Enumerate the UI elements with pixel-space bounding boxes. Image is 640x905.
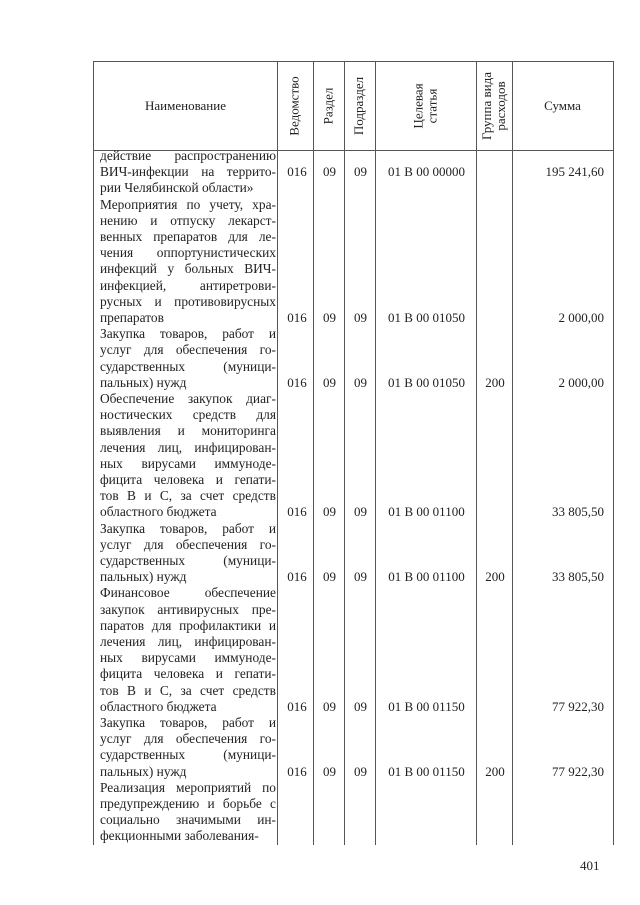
header-razdel-label: Раздел	[320, 87, 336, 125]
word: Реализация	[100, 779, 166, 795]
word: и	[215, 471, 223, 487]
word: ных	[100, 650, 123, 666]
word: лечения	[100, 633, 146, 649]
word: с	[270, 795, 276, 811]
word: действие	[100, 148, 152, 163]
header-summa	[512, 62, 613, 150]
word: фицита	[100, 666, 143, 682]
row-name-line: пальных) нужд	[100, 374, 187, 390]
word: мероприятий	[175, 779, 252, 795]
row-name-line	[100, 521, 276, 537]
row-vedomstvo: 016	[287, 310, 307, 325]
word: инфицирован-	[194, 633, 276, 649]
word: лечения	[100, 439, 146, 455]
word: го-	[259, 731, 276, 747]
word: ностических	[100, 407, 173, 423]
row-name-line	[100, 245, 276, 261]
row-podrazdel: 09	[354, 374, 367, 390]
row-name-line	[100, 553, 276, 569]
row-name-line: областного бюджета	[100, 698, 217, 714]
word: для	[143, 536, 164, 552]
word: больных	[184, 261, 234, 277]
word: распространению	[174, 148, 276, 163]
row-podrazdel: 09	[354, 164, 367, 180]
row-name-line	[100, 148, 276, 164]
header-gruppa-line1: Группа вида	[479, 72, 495, 140]
word: (муници-	[223, 358, 276, 374]
row-name-line: препаратов	[100, 309, 164, 325]
word: лиц,	[157, 633, 183, 649]
word: нению	[100, 212, 138, 228]
word: и	[215, 666, 223, 682]
word: тов	[100, 488, 119, 504]
word: средств	[192, 407, 237, 423]
row-name-line	[100, 650, 276, 666]
header-gruppa	[476, 62, 512, 150]
row-summa: 77 922,30	[552, 763, 604, 779]
row-name-line	[100, 407, 276, 423]
header-podrazdel	[344, 62, 375, 150]
row-name-line	[100, 812, 276, 828]
word: оппортунистических	[156, 245, 276, 261]
word: социально	[100, 812, 160, 828]
word: профилактики	[179, 617, 262, 633]
header-summa-label: Сумма	[544, 98, 581, 113]
word: препаратов	[153, 228, 218, 244]
word: средств	[232, 488, 276, 504]
word: Мероприятия	[100, 196, 178, 212]
word: го-	[259, 536, 276, 552]
word: за	[180, 488, 192, 504]
word: гепати-	[234, 666, 276, 682]
word: счет	[200, 488, 225, 504]
word: работ	[222, 715, 255, 730]
row-name-line	[100, 229, 276, 245]
row-celevaya: 01 В 00 00000	[388, 164, 465, 180]
row-gruppa: 200	[485, 569, 505, 585]
word: В	[127, 682, 136, 698]
word: террито-	[226, 164, 276, 180]
row-name	[100, 715, 276, 780]
word: и	[144, 682, 152, 698]
word: средств	[232, 682, 276, 698]
row-vedomstvo: 016	[287, 763, 307, 779]
row-celevaya: 01 В 00 01100	[388, 504, 465, 520]
row-celevaya: 01 В 00 01150	[388, 763, 465, 779]
word: товаров,	[159, 715, 208, 730]
word: обеспечения	[175, 731, 248, 747]
row-summa: 77 922,30	[552, 698, 604, 714]
word: и	[268, 520, 276, 536]
row-razdel: 09	[323, 698, 336, 714]
word: тов	[100, 682, 119, 698]
word: диаг-	[246, 391, 276, 406]
word: венных	[100, 228, 143, 244]
row-celevaya: 01 В 00 01050	[388, 310, 465, 325]
row-razdel: 09	[323, 763, 336, 779]
word: услуг	[100, 342, 132, 358]
word: выявления	[100, 423, 161, 439]
row-name-line: пальных) нужд	[100, 763, 187, 779]
word: В	[127, 488, 136, 504]
word: на	[201, 164, 215, 180]
row-podrazdel: 09	[354, 569, 367, 585]
row-name-line	[100, 780, 276, 796]
header-gruppa-line2: расходов	[493, 81, 509, 131]
word: закупок	[100, 601, 145, 617]
row-name-line	[100, 666, 276, 682]
word: услуг	[100, 536, 132, 552]
row-vedomstvo: 016	[287, 374, 307, 390]
row-razdel: 09	[323, 374, 336, 390]
row-name-line	[100, 164, 276, 180]
word: противовирусных	[174, 293, 276, 309]
word: инфекций	[100, 261, 157, 277]
row-name-line	[100, 585, 276, 601]
row-name	[100, 148, 276, 197]
word: и	[144, 488, 152, 504]
word: сударственных	[100, 552, 186, 568]
row-vedomstvo: 016	[287, 569, 307, 585]
word: для	[228, 228, 248, 244]
word: го-	[259, 342, 276, 358]
word: мониторинга	[201, 423, 276, 439]
row-name-line	[100, 197, 276, 213]
row-name-line	[100, 342, 276, 358]
word: обеспечения	[175, 342, 248, 358]
row-name-line	[100, 796, 276, 812]
word: вирусами	[141, 650, 196, 666]
word: антивирусных	[157, 601, 239, 617]
word: закупок	[187, 391, 233, 406]
row-name-line	[100, 440, 276, 456]
row-name-line	[100, 213, 276, 229]
word: антиретрови-	[199, 277, 276, 293]
word: значимыми	[176, 812, 241, 828]
word: (муници-	[223, 552, 276, 568]
word: за	[180, 682, 192, 698]
page-number: 401	[580, 858, 600, 873]
row-summa: 33 805,50	[552, 504, 604, 520]
word: отпуску	[170, 212, 216, 228]
word: для	[151, 617, 172, 633]
row-vedomstvo: 016	[287, 504, 307, 520]
word: паратов	[100, 617, 145, 633]
word: иммуноде-	[214, 650, 276, 666]
row-name-line	[100, 391, 276, 407]
word: для	[143, 342, 164, 358]
word: лекарст-	[228, 212, 276, 228]
row-name-line	[100, 423, 276, 439]
word: С,	[159, 682, 173, 698]
word: предупреждению	[100, 795, 200, 811]
word: и	[177, 423, 185, 439]
word: для	[143, 731, 164, 747]
word: и	[154, 293, 162, 309]
row-name-line	[100, 456, 276, 472]
word: обеспечение	[204, 585, 276, 601]
row-name	[100, 585, 276, 715]
header-celevaya	[375, 62, 476, 150]
word: хра-	[252, 196, 276, 212]
row-name-line	[100, 261, 276, 277]
row-name	[100, 391, 276, 521]
row-celevaya: 01 В 00 01100	[388, 569, 465, 585]
header-name	[94, 62, 277, 150]
word: для	[256, 407, 276, 423]
word: инфицирован-	[194, 439, 276, 455]
word: услуг	[100, 731, 132, 747]
word: чения	[100, 245, 134, 261]
word: ин-	[257, 812, 276, 828]
row-name-line: рии Челябинской области»	[100, 180, 254, 196]
row-name-line: фекционными заболевания-	[100, 828, 259, 844]
word: и	[268, 326, 276, 342]
row-razdel: 09	[323, 504, 336, 520]
row-razdel: 09	[323, 164, 336, 180]
row-name-line	[100, 537, 276, 553]
word: вирусами	[141, 455, 196, 471]
row-name-line	[100, 359, 276, 375]
row-celevaya: 01 В 00 01050	[388, 374, 465, 390]
row-name-line	[100, 326, 276, 342]
word: по	[186, 196, 201, 212]
header-name-label: Наименование	[145, 98, 226, 113]
row-razdel: 09	[323, 569, 336, 585]
row-summa: 195 241,60	[545, 164, 604, 180]
word: С,	[159, 488, 173, 504]
header-podrazdel-label: Подраздел	[351, 76, 367, 136]
word: (муници-	[223, 747, 276, 763]
word: ле-	[258, 228, 276, 244]
row-podrazdel: 09	[354, 698, 367, 714]
word: иммуноде-	[214, 455, 276, 471]
header-celevaya-line2: статья	[424, 88, 440, 124]
word: ных	[100, 455, 123, 471]
row-name-line	[100, 488, 276, 504]
word: человека	[153, 471, 205, 487]
row-name-line	[100, 294, 276, 310]
word: ВИЧ-	[244, 261, 276, 277]
word: ВИЧ-инфекции	[100, 164, 189, 180]
row-name	[100, 780, 276, 845]
word: и	[207, 795, 215, 811]
budget-table	[93, 61, 614, 845]
row-name	[100, 326, 276, 391]
row-name-line	[100, 618, 276, 634]
word: лиц,	[157, 439, 183, 455]
row-podrazdel: 09	[354, 504, 367, 520]
word: и	[150, 212, 158, 228]
row-name-line	[100, 602, 276, 618]
row-summa: 2 000,00	[558, 310, 604, 325]
row-gruppa: 200	[485, 763, 505, 779]
word: Закупка	[100, 715, 146, 730]
word: русных	[100, 293, 143, 309]
word: товаров,	[159, 326, 208, 342]
row-name	[100, 197, 276, 327]
word: и	[268, 715, 276, 730]
word: у	[167, 261, 175, 277]
word: счет	[200, 682, 225, 698]
header-vedomstvo	[277, 62, 313, 150]
row-vedomstvo: 016	[287, 164, 307, 180]
word: борьбе	[222, 795, 262, 811]
word: сударственных	[100, 358, 186, 374]
header-celevaya-line1: Целевая	[410, 83, 426, 129]
header-gruppa-label	[480, 72, 508, 140]
word: гепати-	[234, 471, 276, 487]
word: сударственных	[100, 747, 186, 763]
row-name-line	[100, 747, 276, 763]
word: работ	[222, 326, 255, 342]
word: и	[268, 617, 276, 633]
row-podrazdel: 09	[354, 310, 367, 325]
word: инфекцией,	[100, 277, 167, 293]
column-divider	[277, 62, 278, 845]
row-summa: 2 000,00	[558, 374, 604, 390]
header-celevaya-label	[411, 83, 439, 128]
word: по	[262, 779, 276, 795]
row-name-line	[100, 683, 276, 699]
row-name-line	[100, 634, 276, 650]
row-podrazdel: 09	[354, 763, 367, 779]
word: Закупка	[100, 520, 146, 536]
word: Финансовое	[100, 585, 170, 601]
row-name-line	[100, 715, 276, 731]
word: пре-	[251, 601, 276, 617]
row-name-line: пальных) нужд	[100, 569, 187, 585]
header-razdel	[313, 62, 344, 150]
row-name-line	[100, 731, 276, 747]
word: Обеспечение	[100, 391, 175, 406]
row-celevaya: 01 В 00 01150	[388, 698, 465, 714]
word: учету,	[209, 196, 244, 212]
row-name-line	[100, 472, 276, 488]
word: работ	[222, 520, 255, 536]
row-name-line	[100, 278, 276, 294]
row-razdel: 09	[323, 310, 336, 325]
word: товаров,	[159, 520, 208, 536]
row-name	[100, 521, 276, 586]
row-summa: 33 805,50	[552, 569, 604, 585]
header-vedomstvo-label: Ведомство	[287, 76, 302, 136]
word: Закупка	[100, 326, 146, 342]
row-name-line: областного бюджета	[100, 504, 217, 520]
row-vedomstvo: 016	[287, 698, 307, 714]
word: человека	[153, 666, 205, 682]
row-gruppa: 200	[485, 374, 505, 390]
word: фицита	[100, 471, 143, 487]
word: обеспечения	[175, 536, 248, 552]
